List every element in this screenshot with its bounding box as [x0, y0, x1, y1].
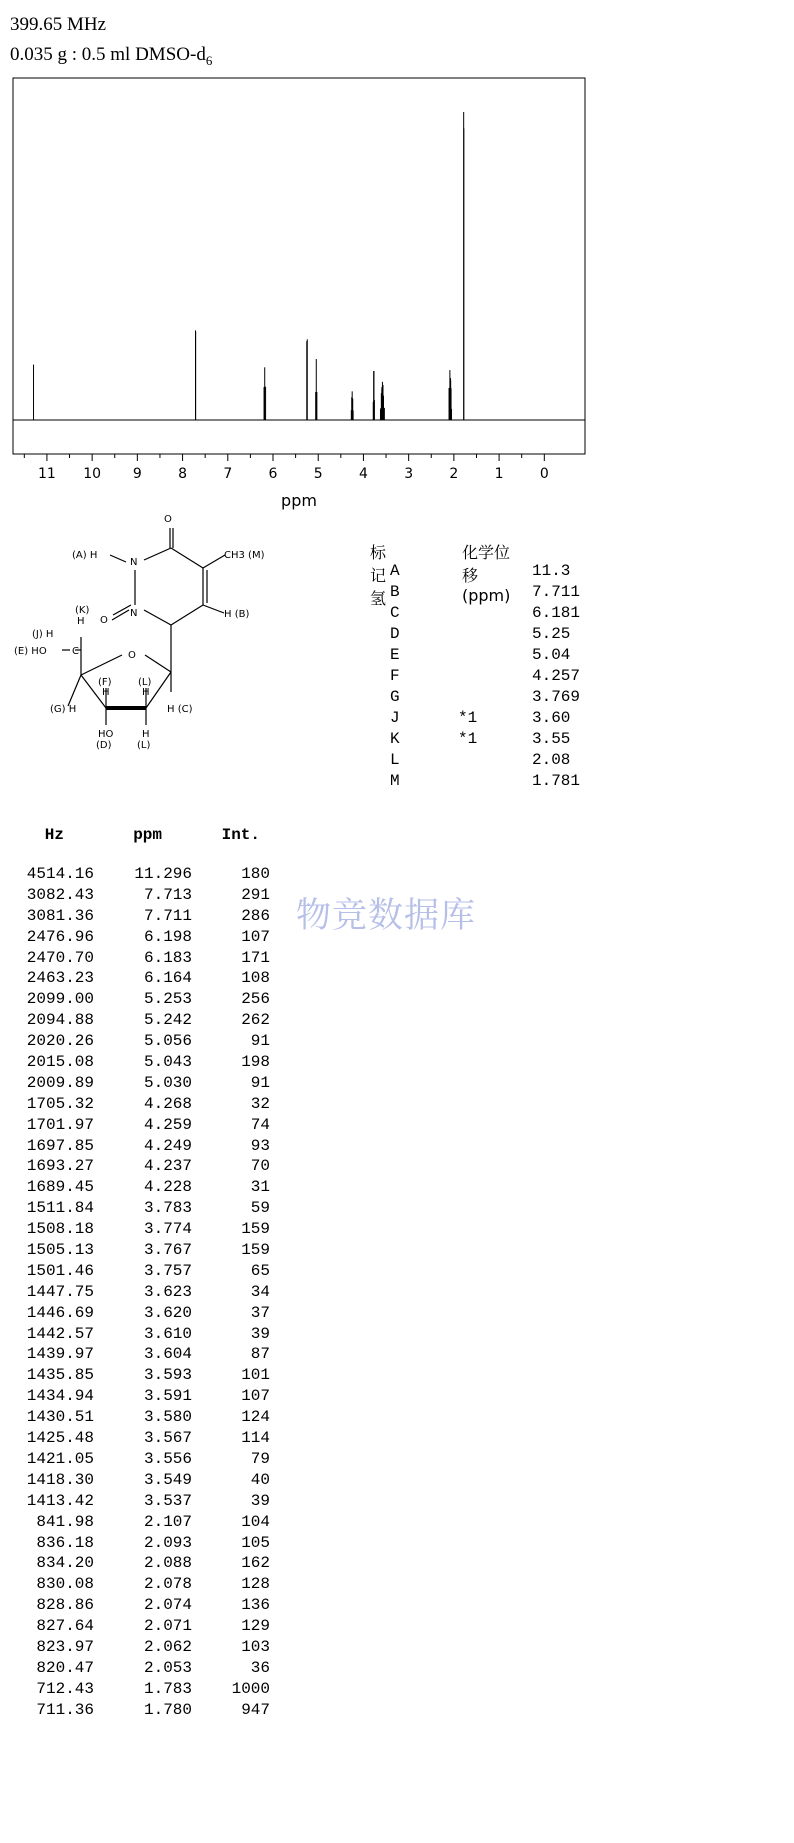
carbonyl-o-left: O — [100, 615, 108, 626]
peak-int: 108 — [241, 969, 270, 988]
peak-int: 114 — [241, 1429, 270, 1448]
peak-ppm: 5.056 — [143, 1032, 192, 1051]
peak-hz: 1439.97 — [26, 1345, 94, 1364]
peak-int: 70 — [250, 1157, 270, 1176]
peak-ppm: 3.604 — [143, 1345, 192, 1364]
peak-hz: 828.86 — [36, 1596, 94, 1615]
peak-int: 107 — [241, 1387, 270, 1406]
peak-int: 107 — [241, 927, 270, 946]
peak-int: 37 — [250, 1303, 270, 1322]
x-tick-label-1: 1 — [494, 466, 504, 482]
peak-int: 59 — [250, 1199, 270, 1218]
atom-n1: N — [130, 608, 138, 619]
peak-int: 1000 — [231, 1679, 270, 1698]
peak-int: 159 — [241, 1220, 270, 1239]
assign-shift: 7.711 — [532, 583, 581, 601]
peak-hz: 3082.43 — [26, 885, 94, 904]
assign-label: M — [390, 772, 400, 790]
assign-note: *1 — [458, 730, 478, 748]
peak-hz: 1689.45 — [26, 1178, 94, 1197]
peak-ppm: 1.780 — [143, 1700, 192, 1719]
peak-int: 198 — [241, 1053, 270, 1072]
atom-h-l2: H — [142, 729, 150, 740]
assign-label: K — [390, 730, 400, 748]
peak-hz: 2015.08 — [26, 1053, 94, 1072]
peak-int: 124 — [241, 1408, 270, 1427]
peak-ppm: 3.556 — [143, 1449, 192, 1468]
peak-hz: 830.08 — [36, 1575, 94, 1594]
atom-h-k: H — [77, 616, 85, 627]
x-tick-label-4: 4 — [358, 466, 368, 482]
ring-oxygen: O — [128, 650, 136, 661]
peak-hz: 1434.94 — [26, 1387, 94, 1406]
peak-int: 39 — [250, 1491, 270, 1510]
spectrometer-frequency: 399.65 MHz — [10, 14, 107, 35]
peak-ppm: 3.537 — [143, 1491, 192, 1510]
peak-int: 128 — [241, 1575, 270, 1594]
col-ppm: ppm — [133, 826, 162, 844]
peak-int: 129 — [241, 1617, 270, 1636]
peak-ppm: 4.249 — [143, 1136, 192, 1155]
peak-hz: 712.43 — [36, 1679, 94, 1698]
peak-ppm: 3.774 — [143, 1220, 192, 1239]
peak-hz: 1501.46 — [26, 1261, 94, 1280]
peak-int: 36 — [250, 1658, 270, 1677]
assign-label: J — [390, 709, 400, 727]
atom-n3: N — [130, 557, 138, 568]
peak-hz: 1442.57 — [26, 1324, 94, 1343]
peak-int: 34 — [250, 1282, 270, 1301]
peak-ppm: 3.567 — [143, 1429, 192, 1448]
carbonyl-o-top: O — [164, 514, 172, 525]
atom-h-f: H — [102, 687, 110, 698]
assign-shift: 5.25 — [532, 625, 571, 643]
assign-shift: 5.04 — [532, 646, 571, 664]
x-axis-ticks — [24, 454, 544, 461]
atom-h-l: H — [142, 687, 150, 698]
peak-ppm: 3.593 — [143, 1366, 192, 1385]
col-int: Int. — [221, 826, 260, 844]
x-tick-label-11: 11 — [37, 466, 56, 482]
peak-ppm: 5.043 — [143, 1053, 192, 1072]
peak-ppm: 3.757 — [143, 1261, 192, 1280]
peak-hz: 1697.85 — [26, 1136, 94, 1155]
peak-ppm: 3.767 — [143, 1241, 192, 1260]
peak-hz: 823.97 — [36, 1637, 94, 1656]
peak-int: 162 — [241, 1554, 270, 1573]
assign-label: E — [390, 646, 400, 664]
peak-hz: 2463.23 — [26, 969, 94, 988]
peak-ppm: 5.242 — [143, 1011, 192, 1030]
peak-int: 947 — [241, 1700, 270, 1719]
peak-hz: 1418.30 — [26, 1470, 94, 1489]
assign-label: A — [390, 562, 400, 580]
peak-int: 39 — [250, 1324, 270, 1343]
nmr-spectrum-chart — [0, 0, 794, 520]
peak-hz: 836.18 — [36, 1533, 94, 1552]
assign-shift: 3.55 — [532, 730, 571, 748]
peak-int: 171 — [241, 948, 270, 967]
peak-hz: 841.98 — [36, 1512, 94, 1531]
header-label: 标记氢 — [370, 543, 387, 608]
x-tick-label-6: 6 — [268, 466, 278, 482]
peak-int: 262 — [241, 1011, 270, 1030]
peak-int: 101 — [241, 1366, 270, 1385]
peak-ppm: 6.183 — [143, 948, 192, 967]
peak-ppm: 4.228 — [143, 1178, 192, 1197]
peak-hz: 1446.69 — [26, 1303, 94, 1322]
peak-hz: 711.36 — [36, 1700, 94, 1719]
label-ch3-m: CH3 (M) — [224, 550, 265, 561]
peak-hz: 1701.97 — [26, 1115, 94, 1134]
label-l: (L) — [138, 677, 152, 688]
x-tick-label-0: 0 — [539, 466, 549, 482]
assign-shift: 3.769 — [532, 688, 581, 706]
peak-int: 180 — [241, 865, 270, 883]
assign-label: F — [390, 667, 400, 685]
sample-text: 0.035 g : 0.5 ml DMSO-d — [10, 44, 206, 65]
peak-hz: 1425.48 — [26, 1429, 94, 1448]
peak-ppm: 5.030 — [143, 1073, 192, 1092]
peak-int: 93 — [250, 1136, 270, 1155]
peak-hz: 2470.70 — [26, 948, 94, 967]
peak-lines — [34, 112, 464, 420]
peak-ppm: 2.074 — [143, 1596, 192, 1615]
peak-ppm: 4.237 — [143, 1157, 192, 1176]
peak-hz: 2020.26 — [26, 1032, 94, 1051]
peak-int: 74 — [250, 1115, 270, 1134]
assign-shift: 6.181 — [532, 604, 581, 622]
peak-hz: 1693.27 — [26, 1157, 94, 1176]
molecule-structure — [10, 500, 310, 790]
peak-hz: 820.47 — [36, 1658, 94, 1677]
peak-hz: 1430.51 — [26, 1408, 94, 1427]
x-tick-label-3: 3 — [404, 466, 414, 482]
peak-hz: 827.64 — [36, 1617, 94, 1636]
assign-note: *1 — [458, 709, 478, 727]
peak-int: 31 — [250, 1178, 270, 1197]
label-j-h: (J) H — [32, 629, 54, 640]
x-axis-label: ppm — [281, 491, 317, 510]
peak-hz: 1511.84 — [26, 1199, 94, 1218]
peak-ppm: 7.711 — [143, 906, 192, 925]
peak-int: 105 — [241, 1533, 270, 1552]
sample-subscript: 6 — [205, 52, 213, 68]
peak-hz: 2094.88 — [26, 1011, 94, 1030]
peak-hz: 1508.18 — [26, 1220, 94, 1239]
peak-ppm: 3.580 — [143, 1408, 192, 1427]
peak-ppm: 11.296 — [134, 865, 192, 883]
peak-ppm: 3.623 — [143, 1282, 192, 1301]
peak-hz: 4514.16 — [26, 865, 94, 883]
assign-shift: 1.781 — [532, 772, 581, 790]
header-shift: 化学位移 (ppm) — [462, 543, 511, 605]
assign-shift: 11.3 — [532, 562, 571, 580]
label-f: (F) — [98, 677, 112, 688]
peak-ppm: 3.591 — [143, 1387, 192, 1406]
assign-label: C — [390, 604, 400, 622]
peak-int: 291 — [241, 885, 270, 904]
peak-int: 79 — [250, 1449, 270, 1468]
x-tick-label-2: 2 — [449, 466, 459, 482]
peak-hz: 1413.42 — [26, 1491, 94, 1510]
peak-hz: 1421.05 — [26, 1449, 94, 1468]
peak-int: 91 — [250, 1032, 270, 1051]
peak-ppm: 2.078 — [143, 1575, 192, 1594]
peak-hz: 834.20 — [36, 1554, 94, 1573]
plot-frame — [13, 78, 585, 454]
x-tick-label-7: 7 — [223, 466, 233, 482]
label-g-h: (G) H — [50, 704, 77, 715]
assign-shift: 2.08 — [532, 751, 571, 769]
peak-ppm: 1.783 — [143, 1679, 192, 1698]
peak-ppm: 2.062 — [143, 1637, 192, 1656]
peak-hz: 1447.75 — [26, 1282, 94, 1301]
x-tick-label-10: 10 — [83, 466, 102, 482]
peak-ppm: 3.549 — [143, 1470, 192, 1489]
label-l2: (L) — [137, 740, 151, 751]
peak-hz: 2099.00 — [26, 990, 94, 1009]
label-d: (D) — [96, 740, 112, 751]
peak-int: 103 — [241, 1637, 270, 1656]
peak-ppm: 4.268 — [143, 1094, 192, 1113]
peak-int: 159 — [241, 1241, 270, 1260]
x-tick-label-5: 5 — [313, 466, 323, 482]
col-hz: Hz — [44, 826, 64, 844]
peak-int: 65 — [250, 1261, 270, 1280]
x-axis-tick-labels — [38, 466, 549, 482]
label-ho: HO — [98, 729, 114, 740]
peak-hz: 1435.85 — [26, 1366, 94, 1385]
peak-int: 40 — [250, 1470, 270, 1489]
label-k: (K) — [75, 605, 90, 616]
peak-int: 104 — [241, 1512, 270, 1531]
peak-ppm: 3.610 — [143, 1324, 192, 1343]
assign-label: D — [390, 625, 400, 643]
peak-hz: 1505.13 — [26, 1241, 94, 1260]
peak-ppm: 2.053 — [143, 1658, 192, 1677]
peak-ppm: 6.164 — [143, 969, 192, 988]
peak-hz: 3081.36 — [26, 906, 94, 925]
assign-shift: 3.60 — [532, 709, 571, 727]
peak-int: 32 — [250, 1094, 270, 1113]
peak-hz: 2476.96 — [26, 927, 94, 946]
peak-hz: 1705.32 — [26, 1094, 94, 1113]
peak-ppm: 2.107 — [143, 1512, 192, 1531]
peak-ppm: 2.071 — [143, 1617, 192, 1636]
peak-ppm: 7.713 — [143, 885, 192, 904]
peak-ppm: 2.088 — [143, 1554, 192, 1573]
assign-shift: 4.257 — [532, 667, 581, 685]
assign-label: L — [390, 751, 400, 769]
peak-ppm: 3.620 — [143, 1303, 192, 1322]
watermark: 物竞数据库 — [296, 896, 477, 936]
assign-label: G — [390, 688, 400, 706]
peak-int: 136 — [241, 1596, 270, 1615]
peak-hz: 2009.89 — [26, 1073, 94, 1092]
peak-int: 87 — [250, 1345, 270, 1364]
x-tick-label-8: 8 — [178, 466, 188, 482]
peak-ppm: 5.253 — [143, 990, 192, 1009]
atom-c5p: C — [72, 646, 79, 657]
x-tick-label-9: 9 — [132, 466, 142, 482]
assign-label: B — [390, 583, 400, 601]
label-e-ho: (E) HO — [14, 646, 47, 657]
peak-int: 256 — [241, 990, 270, 1009]
label-h-c: H (C) — [167, 704, 193, 715]
peak-ppm: 4.259 — [143, 1115, 192, 1134]
peak-ppm: 2.093 — [143, 1533, 192, 1552]
peak-ppm: 3.783 — [143, 1199, 192, 1218]
label-h-b: H (B) — [224, 609, 250, 620]
peak-int: 91 — [250, 1073, 270, 1092]
peak-ppm: 6.198 — [143, 927, 192, 946]
peak-int: 286 — [241, 906, 270, 925]
label-a-h: (A) H — [72, 550, 98, 561]
